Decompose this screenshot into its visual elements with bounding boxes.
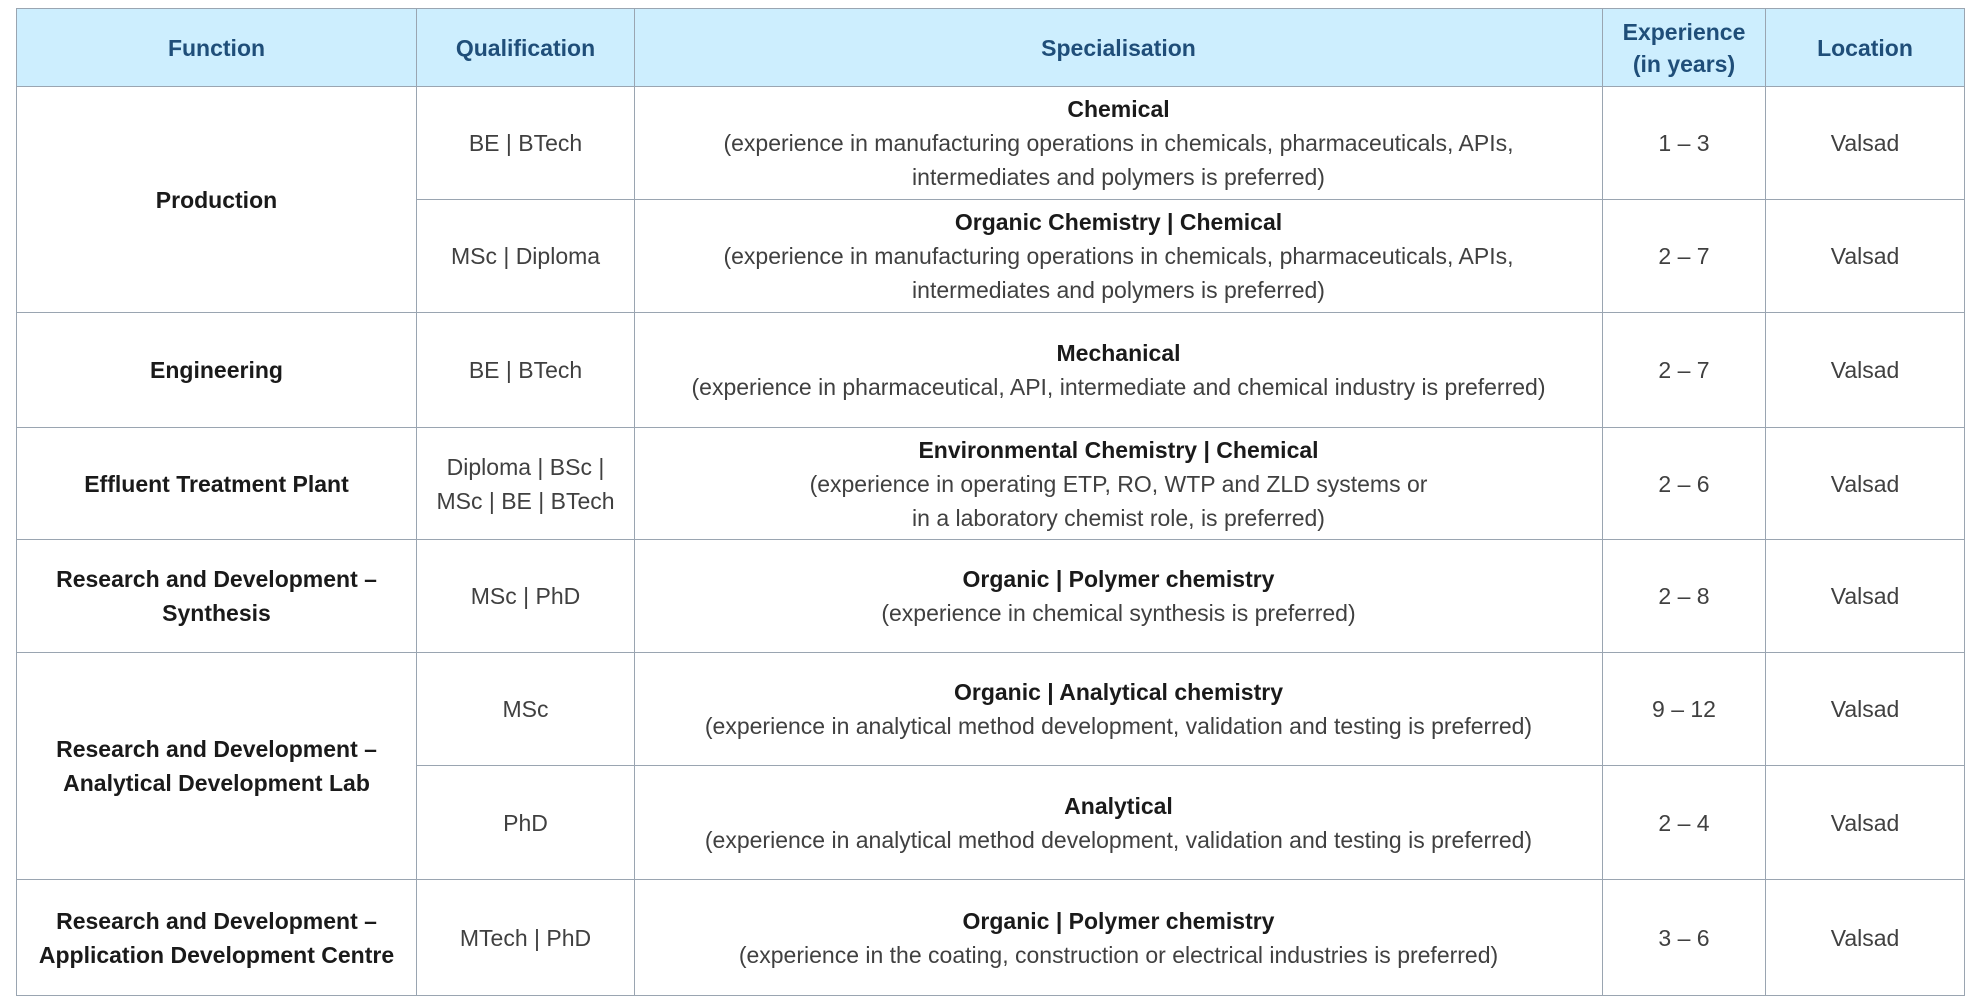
function-line: Research and Development – — [56, 907, 377, 934]
qualification-cell — [417, 428, 635, 540]
location-cell: Valsad — [1766, 200, 1965, 313]
jobs-table-container — [16, 8, 1964, 996]
specialisation-title: Organic | Polymer chemistry — [962, 566, 1275, 592]
location-cell: Valsad — [1766, 880, 1965, 996]
specialisation-cell — [635, 428, 1603, 540]
experience-cell: 2 – 4 — [1603, 766, 1766, 880]
table-row — [17, 880, 1965, 996]
header-row — [17, 9, 1965, 87]
qualification-cell: PhD — [417, 766, 635, 880]
experience-cell: 2 – 7 — [1603, 200, 1766, 313]
table-row — [17, 653, 1965, 766]
qualification-cell: BE | BTech — [417, 313, 635, 428]
qualification-cell: MSc | Diploma — [417, 200, 635, 313]
specialisation-cell — [635, 200, 1603, 313]
function-cell — [17, 540, 417, 653]
specialisation-title: Mechanical — [1056, 340, 1181, 366]
specialisation-note: in a laboratory chemist role, is preferred) — [912, 504, 1325, 531]
function-line: Application Development Centre — [38, 941, 395, 968]
specialisation-title: Organic | Polymer chemistry — [962, 907, 1275, 934]
specialisation-note: (experience in pharmaceutical, API, intermediate and chemical industry is preferred) — [691, 374, 1546, 400]
specialisation-cell — [635, 87, 1603, 200]
location-cell: Valsad — [1766, 428, 1965, 540]
experience-cell: 9 – 12 — [1603, 653, 1766, 766]
header-experience-line2: (in years) — [1632, 50, 1736, 77]
specialisation-note: (experience in manufacturing operations in chemicals, pharmaceuticals, APIs, — [723, 243, 1514, 269]
specialisation-title: Organic | Analytical chemistry — [954, 679, 1283, 705]
experience-cell: 2 – 8 — [1603, 540, 1766, 653]
specialisation-cell — [635, 880, 1603, 996]
table-row — [17, 540, 1965, 653]
function-line: Analytical Development Lab — [63, 770, 370, 796]
specialisation-title: Analytical — [1064, 792, 1173, 819]
table-row — [17, 313, 1965, 428]
experience-cell: 2 – 6 — [1603, 428, 1766, 540]
specialisation-note: intermediates and polymers is preferred) — [912, 164, 1325, 190]
specialisation-cell — [635, 540, 1603, 653]
function-cell: Effluent Treatment Plant — [17, 428, 417, 540]
specialisation-note: intermediates and polymers is preferred) — [912, 277, 1325, 303]
header-qualification: Qualification — [417, 9, 635, 87]
header-specialisation: Specialisation — [635, 9, 1603, 87]
header-function: Function — [17, 9, 417, 87]
function-cell — [17, 653, 417, 880]
qualification-cell: MTech | PhD — [417, 880, 635, 996]
specialisation-cell — [635, 313, 1603, 428]
specialisation-note: (experience in chemical synthesis is preferred) — [881, 600, 1356, 626]
function-line: Research and Development – — [56, 566, 377, 592]
table-row — [17, 428, 1965, 540]
location-cell: Valsad — [1766, 653, 1965, 766]
header-experience-line1: Experience — [1622, 18, 1746, 45]
table-row — [17, 87, 1965, 200]
location-cell: Valsad — [1766, 313, 1965, 428]
location-cell: Valsad — [1766, 540, 1965, 653]
specialisation-note: (experience in the coating, construction or electrical industries is preferred) — [738, 941, 1499, 968]
jobs-table — [16, 8, 1965, 996]
header-experience — [1603, 9, 1766, 87]
table-header — [17, 9, 1965, 87]
location-cell: Valsad — [1766, 766, 1965, 880]
location-cell: Valsad — [1766, 87, 1965, 200]
function-line: Research and Development – — [56, 736, 377, 762]
table-body — [17, 87, 1965, 996]
specialisation-note: (experience in analytical method development, validation and testing is preferred) — [704, 713, 1533, 739]
header-location: Location — [1766, 9, 1965, 87]
qualification-cell: BE | BTech — [417, 87, 635, 200]
qualification-line: MSc | BE | BTech — [436, 487, 615, 514]
qualification-line: Diploma | BSc | — [446, 453, 605, 480]
specialisation-title: Chemical — [1067, 96, 1170, 122]
experience-cell: 2 – 7 — [1603, 313, 1766, 428]
function-cell: Engineering — [17, 313, 417, 428]
experience-cell: 3 – 6 — [1603, 880, 1766, 996]
function-line: Synthesis — [162, 600, 271, 626]
specialisation-note: (experience in operating ETP, RO, WTP and ZLD systems or — [809, 470, 1428, 497]
experience-cell: 1 – 3 — [1603, 87, 1766, 200]
qualification-cell: MSc | PhD — [417, 540, 635, 653]
function-cell: Production — [17, 87, 417, 313]
specialisation-cell — [635, 653, 1603, 766]
specialisation-cell — [635, 766, 1603, 880]
specialisation-note: (experience in manufacturing operations in chemicals, pharmaceuticals, APIs, — [723, 130, 1514, 156]
qualification-cell: MSc — [417, 653, 635, 766]
specialisation-note: (experience in analytical method development, validation and testing is preferred) — [704, 826, 1533, 853]
specialisation-title: Organic Chemistry | Chemical — [954, 209, 1283, 235]
specialisation-title: Environmental Chemistry | Chemical — [918, 436, 1319, 463]
function-cell — [17, 880, 417, 996]
